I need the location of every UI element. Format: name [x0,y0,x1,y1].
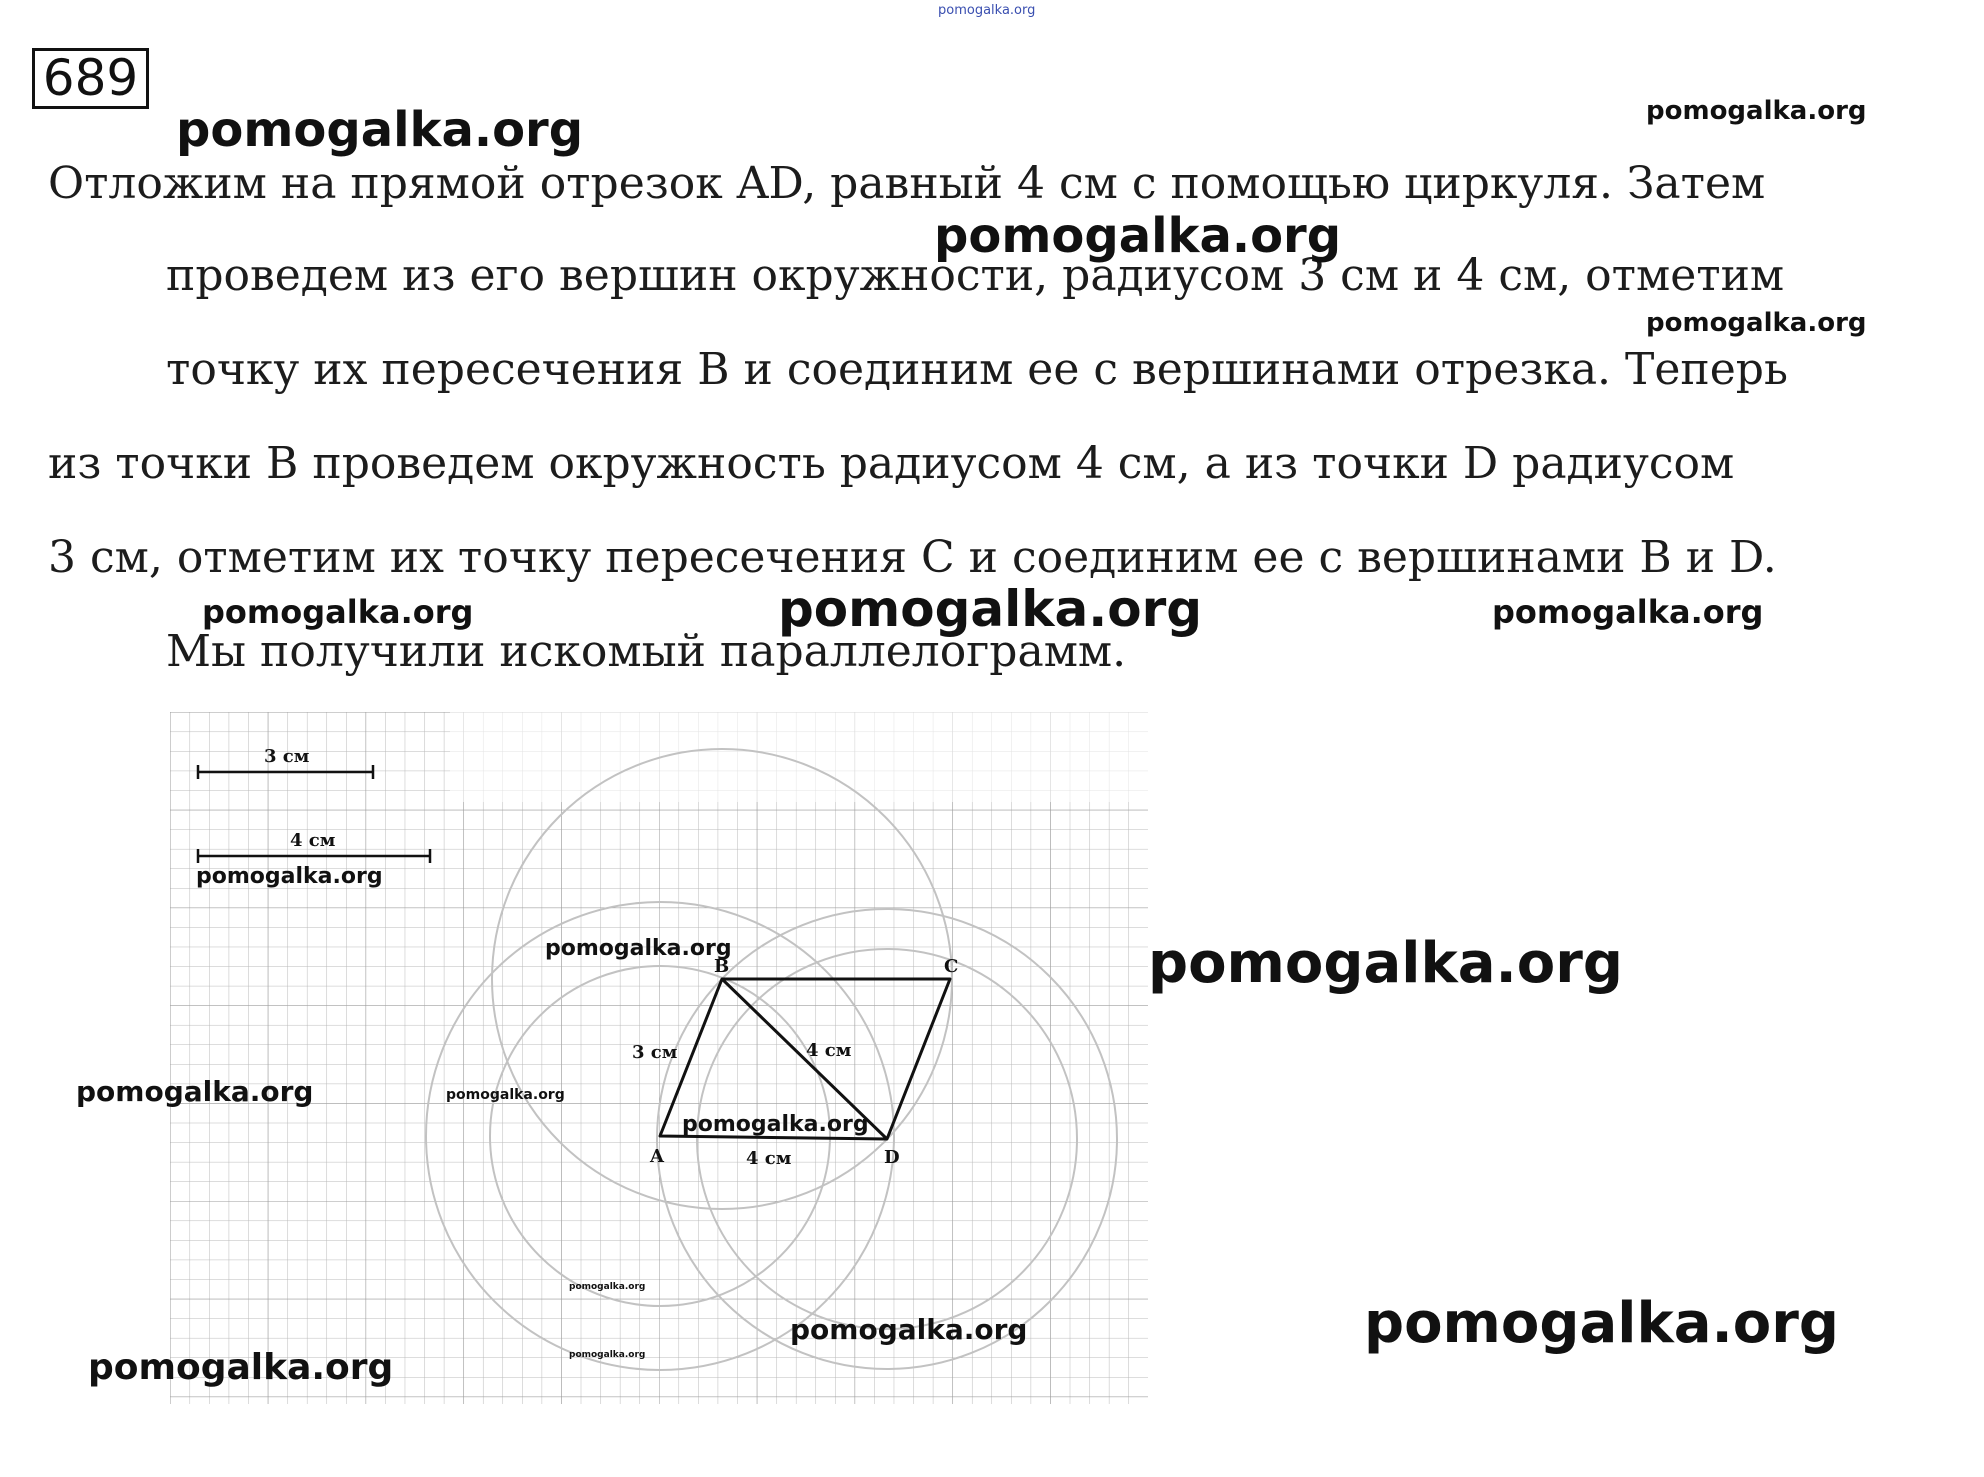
ref-segment-3-label: 3 см [264,746,310,767]
watermark: pomogalka.org [1364,1291,1839,1356]
text-line-3: точку их пересечения B и соединим ее с вершинами отрезка. Теперь [166,344,1788,395]
point-b-label: B [714,956,730,977]
point-c-label: C [944,956,959,977]
watermark: pomogalka.org [545,936,732,961]
side-ab-label: 3 см [632,1042,678,1063]
watermark: pomogalka.org [778,580,1203,638]
watermark: pomogalka.org [569,1282,646,1292]
watermark: pomogalka.org [682,1112,869,1137]
text-line-4: из точки B проведем окружность радиусом 4 см, а из точки D радиусом [48,438,1735,489]
text-line-1: Отложим на прямой отрезок AD, равный 4 см с помощью циркуля. Затем [48,158,1766,209]
watermark: pomogalka.org [1646,96,1867,126]
ref-segment-4-label: 4 см [290,830,336,851]
side-ad-label: 4 см [746,1148,792,1169]
point-a-label: A [650,1146,664,1167]
watermark: pomogalka.org [202,593,474,631]
construction-figure [170,712,1148,1404]
watermark: pomogalka.org [934,208,1342,264]
watermark: pomogalka.org [569,1350,646,1360]
point-d-label: D [884,1147,900,1168]
watermark-top-tiny: pomogalka.org [938,3,1036,18]
watermark: pomogalka.org [176,102,584,158]
faded-region [450,712,1148,802]
watermark: pomogalka.org [88,1347,394,1388]
watermark: pomogalka.org [446,1087,565,1103]
watermark: pomogalka.org [790,1313,1028,1346]
watermark: pomogalka.org [76,1075,314,1108]
figure-svg [170,712,1148,1404]
watermark: pomogalka.org [1492,593,1764,631]
watermark: pomogalka.org [1646,308,1867,338]
watermark: pomogalka.org [1148,931,1623,996]
task-number: 689 [32,48,149,109]
watermark: pomogalka.org [196,864,383,889]
text-line-2: проведем из его вершин окружности, радиусом 3 см и 4 см, отметим [166,250,1785,301]
text-line-6: Мы получили искомый параллелограмм. [166,626,1127,677]
text-line-5: 3 см, отметим их точку пересечения C и соединим ее с вершинами B и D. [48,532,1777,583]
diag-bd-label: 4 см [806,1040,852,1061]
